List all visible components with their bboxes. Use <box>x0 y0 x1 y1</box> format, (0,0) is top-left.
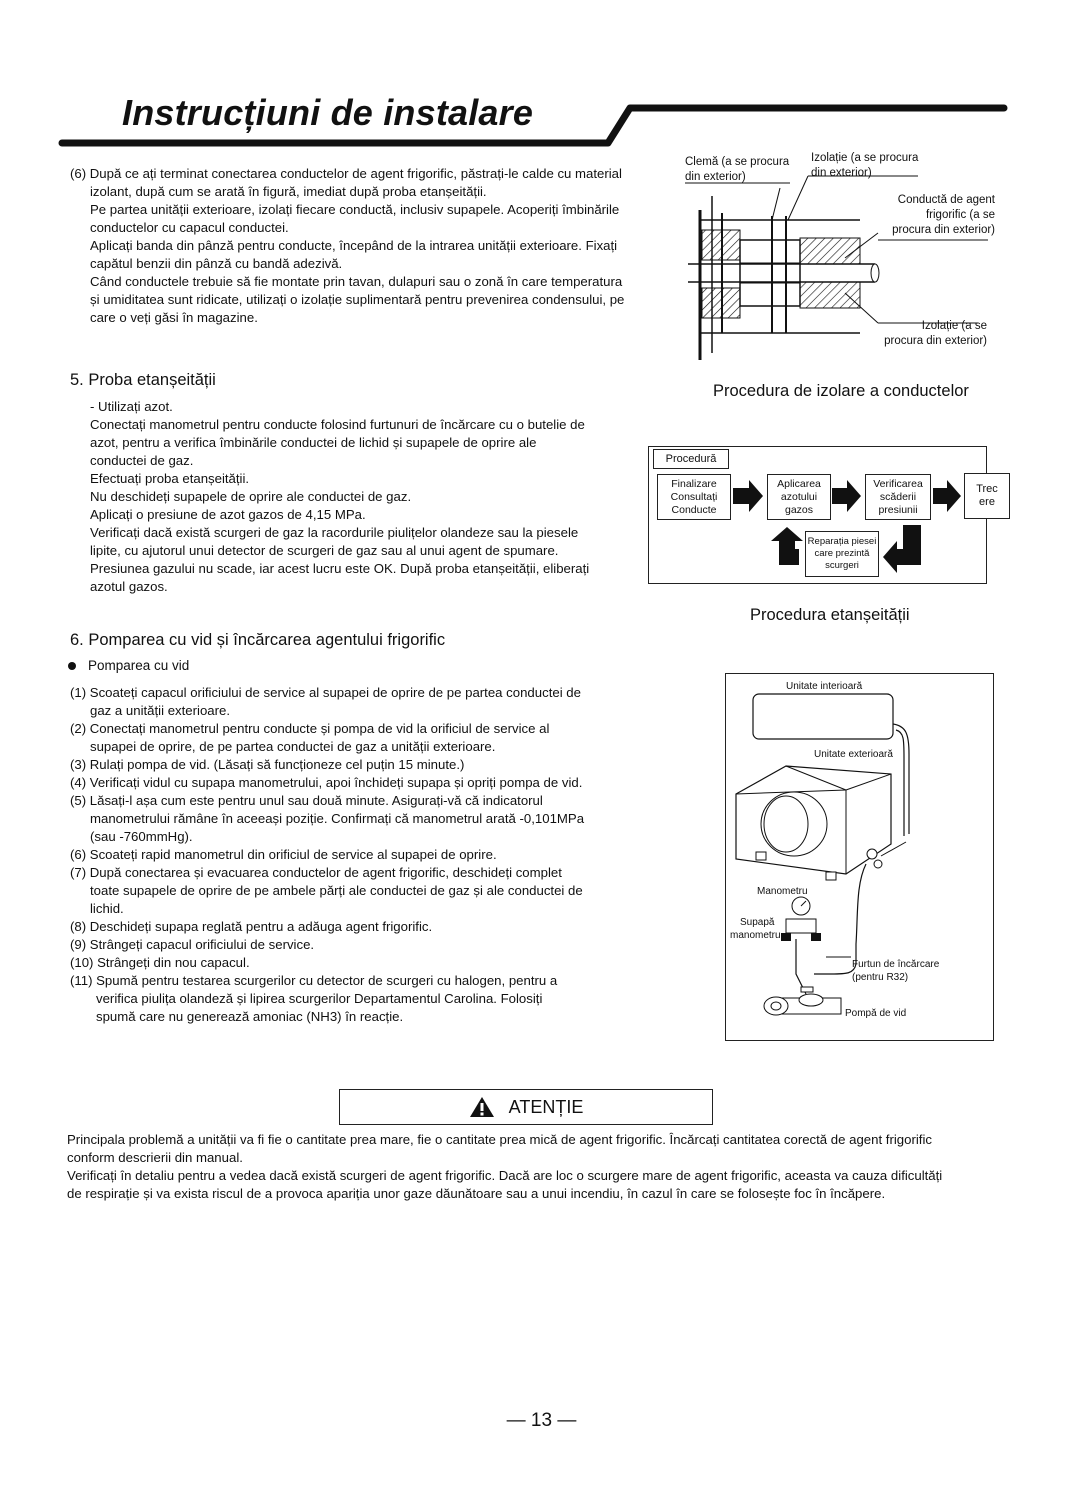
step-finalize <box>657 474 731 520</box>
header-rule <box>0 0 1083 160</box>
bullet-text: Pomparea cu vid <box>88 658 190 673</box>
label-manometer: Manometru <box>757 886 808 897</box>
label-hose <box>852 958 939 984</box>
text-line: Conectați manometrul pentru conducte folosind furtunuri de încărcare cu o butelie de <box>90 417 585 432</box>
step-text: scăderii <box>879 490 917 503</box>
step-text: care prezintă <box>814 548 870 559</box>
text-line: Aplicați o presiune de azot gazos de 4,15 MPa. <box>90 507 366 522</box>
vacuum-drawing <box>726 674 993 1040</box>
label-line: Izolație (a se procura <box>811 152 919 164</box>
list-item: (8) Deschideți supapa reglată pentru a adăuga agent frigorific. <box>70 919 433 934</box>
list-item: (9) Strângeți capacul orificiului de service. <box>70 937 315 952</box>
list-item: (1) Scoateți capacul orificiului de service al supapei de oprire de pe partea conductei de <box>70 685 581 700</box>
list-item: (11) Spumă pentru testarea scurgerilor cu detector de scurgeri cu halogen, pentru a <box>70 973 558 988</box>
label-line: Supapă <box>740 917 775 928</box>
text-line: - Utilizați azot. <box>90 399 173 414</box>
list-item: toate supapele de oprire de pe ambele părți ale conductei de gaz și ale conductei de <box>90 883 583 898</box>
list-item: (4) Verificați vidul cu supapa manometrului, apoi închideți supapa și opriți pompa de vid. <box>70 775 583 790</box>
arrow-right-icon <box>733 480 763 512</box>
bullet-item <box>68 658 189 673</box>
list-item: verifica piulița olandeză și lipirea scurgerilor Departamentul Carolina. Folosiți <box>96 991 543 1006</box>
list-item: spumă care nu generează amoniac (NH3) în reacție. <box>96 1009 404 1024</box>
label-indoor: Unitate interioară <box>786 681 863 692</box>
text-line: de respirație și va exista riscul de a provoca apariția unor gaze dăunătoare sau a unui incendiu, în cazul în care se folosește foc în încăpere. <box>67 1186 886 1201</box>
text-line: și umiditatea sunt ridicate, utilizați o izolație suplimentară pentru prevenirea condensului, pe <box>90 292 625 307</box>
warning-text <box>67 1131 1027 1203</box>
text-line: conductei de gaz. <box>90 453 194 468</box>
insulation-paragraph <box>70 165 660 327</box>
arrow-right-icon <box>832 480 861 512</box>
procedure-tab: Procedură <box>653 449 729 469</box>
text-line: Verificați dacă există scurgeri de gaz la racordurile piulițelor olandeze sau la piesele <box>90 525 579 540</box>
list-item: lichid. <box>90 901 124 916</box>
text-line: Pe partea unității exterioare, izolați fiecare conductă, inclusiv supapele. Acoperiți îmbinările <box>90 202 620 217</box>
label-line: Conductă de agent <box>897 194 995 206</box>
list-item: (3) Rulați pompa de vid. (Lăsați să funcționeze cel puțin 15 minute.) <box>70 757 465 772</box>
list-item: (7) După conectarea și evacuarea conductelor de agent frigorific, deschideți complet <box>70 865 562 880</box>
label-pipe <box>875 193 995 238</box>
label-line: manometru <box>730 930 781 941</box>
warning-title: ATENȚIE <box>508 1096 584 1117</box>
label-line: din exterior) <box>685 171 746 183</box>
label-line: Clemă (a se procura <box>685 156 790 168</box>
list-item: gaz a unității exterioare. <box>90 703 231 718</box>
text-line: Aplicați banda din pânză pentru conducte, începând de la intrarea unității exterioare. Fixați <box>90 238 618 253</box>
text-line: azotul gazos. <box>90 579 168 594</box>
text-line: conductelor cu capacul conductei. <box>90 220 289 235</box>
label-outdoor: Unitate exterioară <box>814 749 893 760</box>
label-insulation-bottom <box>875 319 987 349</box>
text-line: capătul benzii din pânză cu bandă adezivă. <box>90 256 343 271</box>
page-number: — 13 — <box>506 1410 577 1431</box>
caption-insulation: Procedura de izolare a conductelor <box>713 382 969 400</box>
label-line: procura din exterior) <box>892 224 995 236</box>
step-pass <box>964 473 1010 519</box>
label-line: frigorific (a se <box>925 209 995 221</box>
arrow-right-icon <box>933 480 961 512</box>
label-line: procura din exterior) <box>884 335 987 347</box>
step-text: gazos <box>784 503 814 516</box>
label-insulation-top <box>811 151 918 181</box>
text-line: care o veți găsi în magazine. <box>90 310 258 325</box>
caption-procedure: Procedura etanșeității <box>750 606 910 624</box>
label-valve <box>730 916 781 942</box>
procedure-diagram <box>648 446 987 584</box>
text-line: Presiunea gazului nu scade, iar acest lucru este OK. După proba etanșeității, eliberați <box>90 561 590 576</box>
step-text: presiunii <box>878 503 918 516</box>
text-line: lipite, cu ajutorul unui detector de scurgeri de gaz sau al unui agent de spumare. <box>90 543 559 558</box>
step-text: Conducte <box>671 503 717 516</box>
step-text: scurgeri <box>825 560 859 571</box>
text-line: Când conductele trebuie să fie montate prin tavan, dulapuri sau o zonă în care temperatura <box>90 274 623 289</box>
text-line: azot, pentru a verifica îmbinările conductei de lichid și supapele de oprire ale <box>90 435 537 450</box>
warning-box <box>339 1089 713 1125</box>
step-pressure <box>865 474 931 520</box>
indoor-unit-shape <box>753 694 893 739</box>
arrow-down-left-icon <box>883 525 921 573</box>
step-nitrogen <box>767 474 831 520</box>
vacuum-figure <box>725 673 994 1041</box>
label-clamp <box>685 155 789 185</box>
text-line: (6) După ce ați terminat conectarea conductelor de agent frigorific, păstrați-le calde cu material <box>70 166 622 181</box>
step-text: Reparația piesei <box>807 536 877 547</box>
step-text: Consultați <box>670 490 718 503</box>
text-line: Principala problemă a unității va fi fie o cantitate prea mare, fie o cantitate prea mică de agent frigorific. Încărcați cantitatea corectă de agent frigorific <box>67 1132 932 1147</box>
list-item: (2) Conectați manometrul pentru conducte și pompa de vid la orificiul de service al <box>70 721 550 736</box>
text-line: Efectuați proba etanșeității. <box>90 471 250 486</box>
step-text: Trec <box>976 483 998 495</box>
warning-triangle-icon <box>469 1096 495 1118</box>
arrow-up-icon <box>771 527 803 565</box>
step-text: ere <box>979 496 995 508</box>
label-line: (pentru R32) <box>852 972 909 983</box>
step-text: Verificarea <box>873 477 923 490</box>
step-text: azotului <box>780 490 818 503</box>
list-item: (6) Scoateți rapid manometrul din orificiul de service al supapei de oprire. <box>70 847 497 862</box>
step-repair <box>805 531 879 577</box>
list-item: supapei de oprire, de pe partea conductei de gaz a unității exterioare. <box>90 739 496 754</box>
list-item: manometrului rămâne în aceeași poziție. Confirmați că manometrul arată -0,101MPa <box>90 811 585 826</box>
page-title: Instrucțiuni de instalare <box>122 92 534 133</box>
label-line: Furtun de încărcare <box>852 959 940 970</box>
insulation-figure <box>660 148 1000 378</box>
list-item: (5) Lăsați-l așa cum este pentru unul sau două minute. Asigurați-vă că indicatorul <box>70 793 543 808</box>
step-text: Finalizare <box>671 477 717 490</box>
text-line: conform descrierii din manual. <box>67 1150 243 1165</box>
bullet-dot-icon <box>68 662 76 670</box>
text-line: Verificați în detaliu pentru a vedea dacă există scurgeri de agent frigorific. Dacă are loc o scurgere mare de agent frigorific, aceasta va cauza dificultăți <box>67 1168 943 1183</box>
section5-heading: 5. Proba etanșeității <box>70 371 216 389</box>
label-line: din exterior) <box>811 167 872 179</box>
step-text: Aplicarea <box>777 477 821 490</box>
section6-heading: 6. Pomparea cu vid și încărcarea agentului frigorific <box>70 631 446 649</box>
list-item: (sau -760mmHg). <box>90 829 193 844</box>
label-pump: Pompă de vid <box>845 1008 907 1019</box>
section5-paragraph <box>90 398 630 596</box>
list-item: (10) Strângeți din nou capacul. <box>70 955 250 970</box>
text-line: Nu deschideți supapele de oprire ale conductei de gaz. <box>90 489 412 504</box>
section6-list <box>70 684 630 1026</box>
text-line: izolant, după cum se arată în figură, imediat după proba etanșeității. <box>90 184 487 199</box>
label-line: Izolație (a se <box>921 320 987 332</box>
